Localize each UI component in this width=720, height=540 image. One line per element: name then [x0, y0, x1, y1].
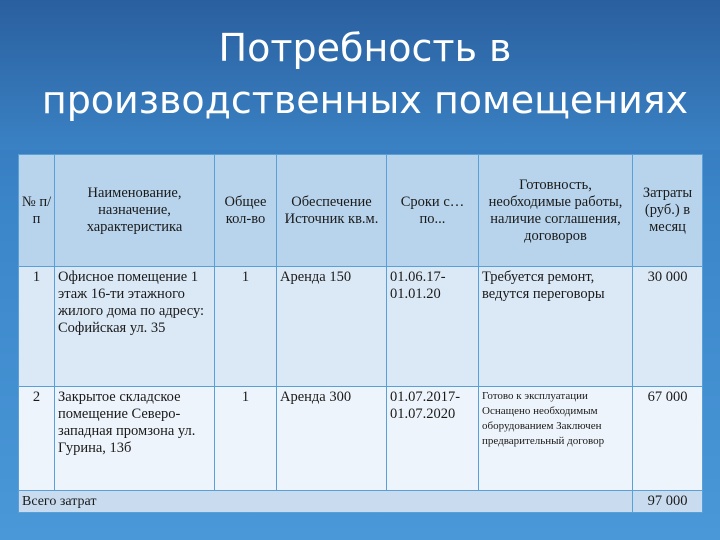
header-dates: Сроки с… по... — [387, 155, 479, 267]
row-dates: 01.06.17-01.01.20 — [387, 267, 479, 387]
row-dates: 01.07.2017-01.07.2020 — [387, 387, 479, 491]
row-readiness: Требуется ремонт, ведутся переговоры — [479, 267, 633, 387]
header-source: Обеспечение Источник кв.м. — [277, 155, 387, 267]
row-qty: 1 — [215, 267, 277, 387]
row-num: 2 — [19, 387, 55, 491]
row-name: Закрытое складское помещение Северо-западная промзона ул. Гурина, 13б — [55, 387, 215, 491]
row-source-type: Аренда — [280, 389, 326, 405]
table-row — [19, 387, 703, 491]
row-area: 300 — [329, 389, 352, 405]
header-name: Наименование, назначение, характеристика — [55, 155, 215, 267]
header-cost: Затраты (руб.) в месяц — [633, 155, 703, 267]
table-header-row — [19, 155, 703, 267]
row-name: Офисное помещение 1 этаж 16-ти этажного жилого дома по адресу: Софийская ул. 35 — [55, 267, 215, 387]
row-num: 1 — [19, 267, 55, 387]
row-cost: 30 000 — [633, 267, 703, 387]
header-readiness: Готовность, необходимые работы, наличие соглашения, договоров — [479, 155, 633, 267]
total-row — [19, 491, 703, 513]
header-num: № п/п — [19, 155, 55, 267]
row-cost: 67 000 — [633, 387, 703, 491]
header-qty: Общее кол-во — [215, 155, 277, 267]
row-area: 150 — [329, 269, 352, 285]
page-title: Потребность в производственных помещениях — [41, 26, 689, 122]
requirements-table — [18, 154, 703, 513]
total-value: 97 000 — [633, 491, 703, 513]
total-label: Всего затрат — [19, 491, 633, 513]
table-row — [19, 267, 703, 387]
row-readiness: Готово к эксплуатации Оснащено необходимым оборудованием Заключен предварительный договор — [479, 387, 633, 491]
row-source — [277, 267, 387, 387]
row-source — [277, 387, 387, 491]
row-qty: 1 — [215, 387, 277, 491]
row-source-type: Аренда — [280, 269, 326, 285]
